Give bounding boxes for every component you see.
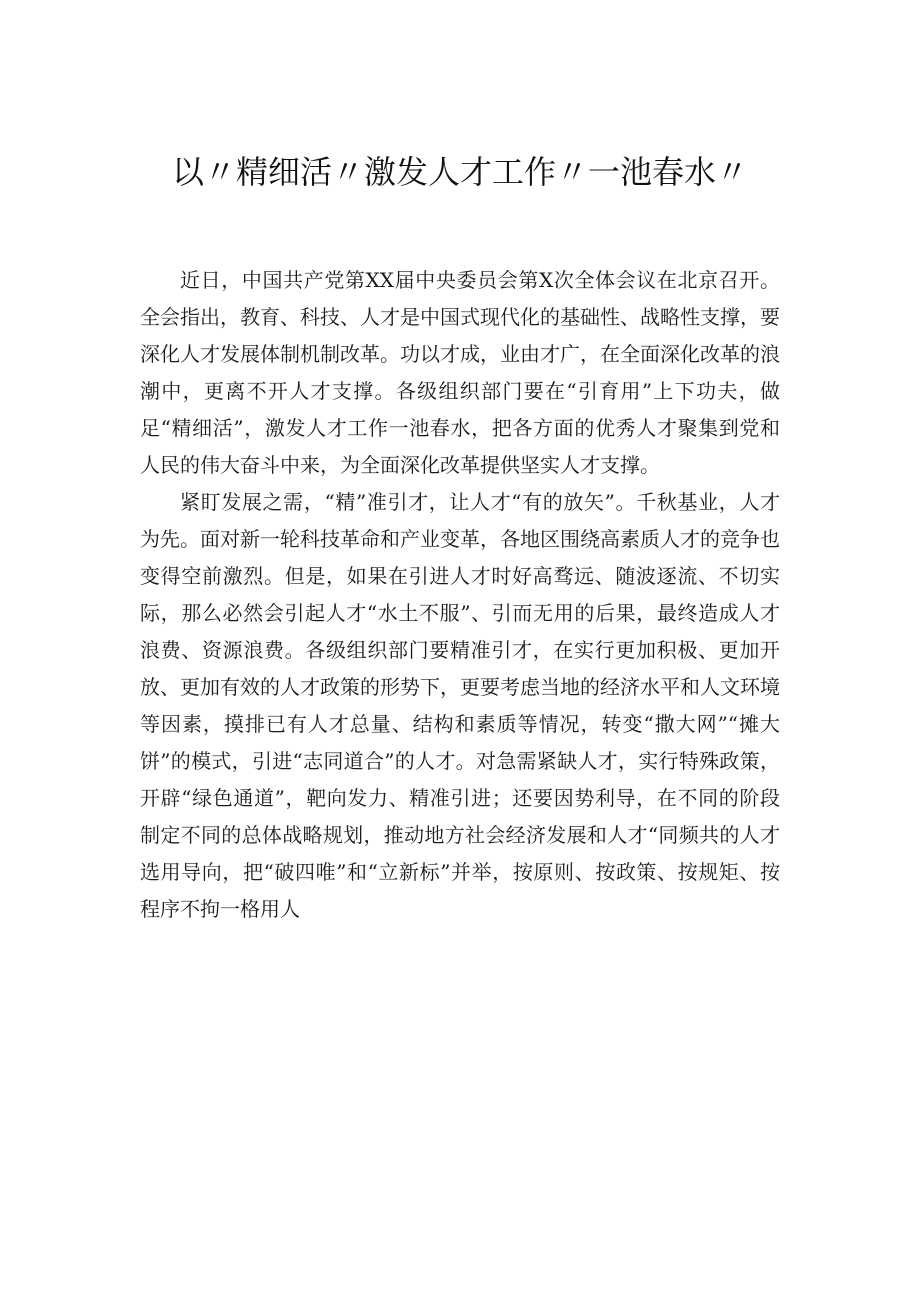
paragraph-1: 近日，中国共产党第XX届中央委员会第X次全体会议在北京召开。全会指出，教育、科技、人才是中国式现代化的基础性、战略性支撑，要深化人才发展体制机制改革。功以才成，业由才广，在全面深化改革的浪潮中，更离不开人才支撑。各级组织部门要在“引育用”上下功夫，做足“精细活”，激发人才工作一池春水，把各方面的优秀人才聚集到党和人民的伟大奋斗中来，为全面深化改革提供坚实人才支撑。 <box>140 268 780 477</box>
document-body <box>140 262 780 928</box>
document-title: 以〃精细活〃激发人才工作〃一池春水〃 <box>171 153 748 191</box>
paragraph-2: 紧盯发展之需，“精”准引才，让人才“有的放矢”。千秋基业，人才为先。面对新一轮科技革命和产业变革，各地区围绕高素质人才的竞争也变得空前激烈。但是，如果在引进人才时好高骛远、随波逐流、不切实际，那么必然会引起人才“水土不服”、引而无用的后果，最终造成人才浪费、资源浪费。各级组织部门要精准引才，在实行更加积极、更加开放、更加有效的人才政策的形势下，更要考虑当地的经济水平和人文环境等因素，摸排已有人才总量、结构和素质等情况，转变“撒大网”“摊大饼”的模式，引进“志同道合”的人才。对急需紧缺人才，实行特殊政策，开辟“绿色通道”，靶向发力、精准引进；还要因势利导，在不同的阶段制定不同的总体战略规划，推动地方社会经济发展和人才“同频共的人才选用导向，把“破四唯”和“立新标”并举，按原则、按政策、按规矩、按程序不拘一格用人 <box>140 490 780 921</box>
